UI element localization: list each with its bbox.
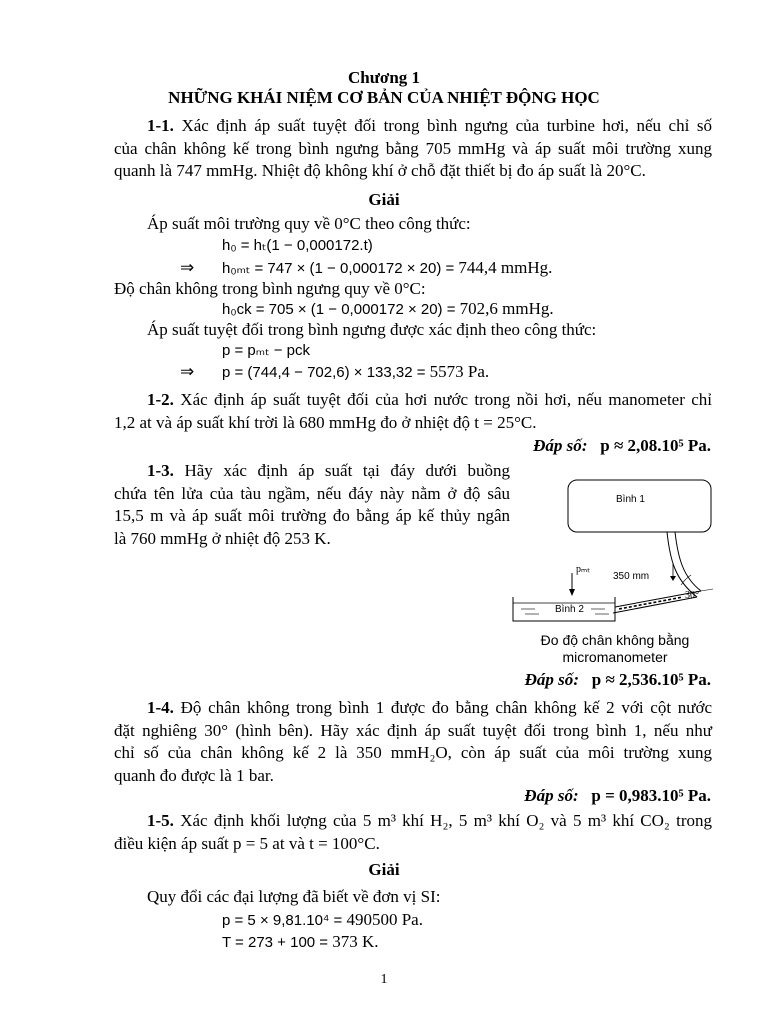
problem-1-1-line2: của chân không kế trong bình ngưng bằng 705 mmHg và áp suất môi trường xung (114, 138, 712, 158)
formula-2: h₀ₘₜ = 747 × (1 − 0,000172 × 20) = 744,4 mmHg. (222, 258, 553, 277)
problem-1-3-line4: là 760 mmHg ở nhiệt độ 253 K. (114, 528, 331, 548)
problem-1-5-number: 1-5. (147, 811, 174, 830)
formula-3: h₀ck = 705 × (1 − 0,000172 × 20) = 702,6 mmHg. (222, 299, 554, 318)
figure-caption-line2: micromanometer (562, 649, 668, 665)
angle-label: 30° (685, 590, 699, 601)
formula-5: p = (744,4 − 702,6) × 133,32 = 5573 Pa. (222, 362, 490, 381)
figure-caption-line1: Đo độ chân không bằng (540, 632, 690, 648)
chapter-title: NHỮNG KHÁI NIỆM CƠ BẢN CỦA NHIỆT ĐỘNG HỌC (168, 88, 600, 107)
formula-1: h₀ = hₜ(1 − 0,000172.t) (222, 237, 373, 254)
problem-1-1-number: 1-1. (147, 116, 174, 135)
liquid-column (619, 597, 683, 609)
problem-1-5 (114, 810, 712, 855)
formula-7: T = 273 + 100 = 373 K. (222, 932, 379, 951)
problem-1-1-line3: quanh là 747 mmHg. Nhiệt độ không khí ở chỗ đặt thiết bị đo áp suất là 20°C. (114, 161, 646, 180)
problem-1-4-line3: chỉ số của chân không kế 2 là 350 mmH₂O, còn áp suất của môi trường xung (114, 743, 712, 762)
page-number: 1 (380, 972, 388, 987)
figure-caption (520, 632, 710, 666)
problem-1-3-line3: 15,5 m và áp suất môi trường đo bằng áp kế thủy ngân (114, 506, 510, 525)
problem-1-1 (114, 115, 712, 183)
answer-1-3: Đáp số: p ≈ 2,536.10⁵ Pa. (524, 670, 711, 689)
answer-1-2: Đáp số: p ≈ 2,08.10⁵ Pa. (533, 436, 711, 455)
problem-1-4-number: 1-4. (147, 698, 174, 717)
problem-1-2-line1: 1-2. Xác định áp suất tuyệt đối của hơi nước trong nồi hơi, nếu manometer chỉ (147, 390, 713, 409)
solution-heading-1: Giải (368, 190, 400, 209)
solution-1-step1: Áp suất môi trường quy về 0°C theo công thức: (147, 214, 471, 233)
problem-1-1-line1 (114, 115, 712, 138)
solution-heading-5: Giải (368, 860, 400, 879)
formula-6: p = 5 × 9,81.10⁴ = 490500 Pa. (222, 910, 423, 929)
micromanometer-figure (505, 475, 715, 635)
chapter-number: Chương 1 (347, 68, 421, 87)
vessel-2-label: Bình 2 (555, 604, 584, 615)
problem-1-5-line1: 1-5. Xác định khối lượng của 5 m³ khí H₂, 5 m³ khí O₂ và 5 m³ khí CO₂ trong (147, 811, 712, 830)
problem-1-4-line2: đặt nghiêng 30° (hình bên). Hãy xác định áp suất tuyệt đối trong bình 1, nếu như (114, 720, 712, 740)
solution-1-step3: Áp suất tuyệt đối trong bình ngưng được xác định theo công thức: (147, 320, 597, 339)
problem-1-2-line2: 1,2 at và áp suất khí trời là 680 mmHg đo ở nhiệt độ t = 25°C. (114, 412, 537, 432)
problem-1-4-line4: quanh đo được là 1 bar. (114, 765, 274, 785)
answer-1-4: Đáp số: p = 0,983.10⁵ Pa. (524, 786, 711, 805)
problem-1-3-number: 1-3. (147, 461, 174, 480)
formula-4: p = pₘₜ − pck (222, 342, 310, 359)
implies-arrow-2: ⇒ (180, 362, 195, 381)
problem-1-3-line2: chứa tên lửa của tàu ngầm, nếu đáy này nằm ở độ sâu (114, 483, 510, 503)
solution-1-step2: Độ chân không trong bình ngưng quy về 0°C: (114, 279, 426, 298)
angle-arc (681, 575, 691, 585)
problem-1-1-text1: Xác định áp suất tuyệt đối trong bình ngưng của turbine hơi, nếu chỉ số (181, 116, 712, 135)
pressure-label: pₘₜ (576, 564, 591, 575)
length-label: 350 mm (613, 571, 650, 582)
problem-1-3 (114, 460, 510, 550)
vessel-1-shape (568, 480, 711, 532)
vessel-1-label: Bình 1 (616, 494, 645, 505)
implies-arrow-1: ⇒ (180, 258, 195, 277)
problem-1-2 (114, 389, 712, 434)
problem-1-2-number: 1-2. (147, 390, 174, 409)
problem-1-4 (114, 697, 712, 787)
problem-1-5-line2: điều kiện áp suất p = 5 at và t = 100°C. (114, 833, 380, 853)
problem-1-3-line1: 1-3. Hãy xác định áp suất tại đáy dưới buồng (147, 461, 511, 480)
problem-1-4-line1: 1-4. Độ chân không trong bình 1 được đo bằng chân không kế 2 với cột nước (147, 698, 712, 717)
solution-5-step1: Quy đổi các đại lượng đã biết về đơn vị SI: (147, 887, 441, 906)
